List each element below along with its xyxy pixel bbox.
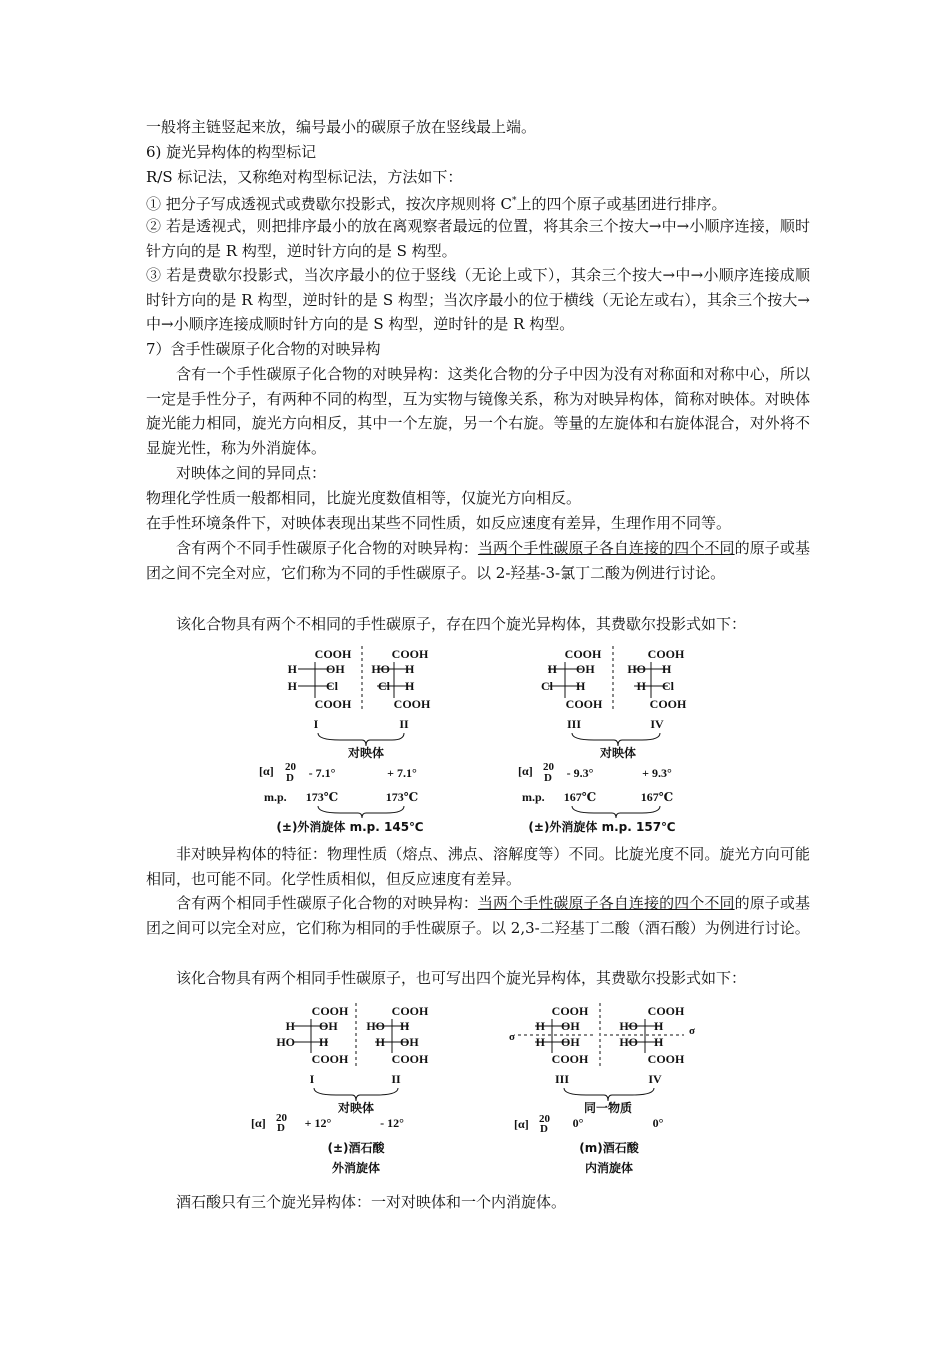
substituent: Cl — [541, 679, 553, 693]
paragraph: 物理化学性质一般都相同，比旋光度数值相等，仅旋光方向相反。 — [146, 489, 582, 507]
underlined-text: 当两个手性碳原子各自连接的四个 — [477, 894, 705, 912]
substituent: HO — [366, 1019, 385, 1033]
specific-rotation-symbol: [α] — [514, 1117, 529, 1131]
pair-label: 同一物质 — [583, 1101, 633, 1115]
rotation-value: + 9.3° — [642, 766, 672, 780]
pair-label: 对映体 — [347, 746, 385, 760]
substituent: H — [319, 1035, 329, 1049]
text-span: 的原子或基团之间可以完全对应，它们称为相同的手性碳原子。以 2,3-二羟基丁二酸（酒石酸）为例进行讨论。 — [146, 894, 810, 937]
substituent: Cl — [326, 679, 338, 693]
substituent: Cl — [662, 679, 674, 693]
underlined-text: 当两个手性碳原子各自连接的四个 — [477, 539, 705, 557]
substituent: OH — [319, 1019, 338, 1033]
paragraph: 在手性环境条件下，对映体表现出某些不同性质，如反应速度有差异，生理作用不同等。 — [146, 514, 732, 532]
mp-value: 167℃ — [640, 790, 674, 804]
substituent: Cl — [378, 679, 390, 693]
underlined-text: 不同 — [704, 539, 735, 557]
compound-name: (m)酒石酸 — [579, 1141, 639, 1155]
isomer-label: II — [399, 717, 409, 731]
formula-top: COOH — [647, 1004, 685, 1018]
brace — [314, 1088, 398, 1101]
specific-rotation-symbol: [α] — [251, 1116, 266, 1130]
d-line-sub: D — [540, 1123, 548, 1135]
substituent: HO — [627, 662, 646, 676]
isomer-label: I — [309, 1072, 315, 1086]
mp-label: m.p. — [522, 790, 545, 804]
compound-name: (±)酒石酸 — [327, 1141, 385, 1155]
rotation-value: + 12° — [304, 1116, 332, 1130]
substituent: HO — [619, 1019, 638, 1033]
paragraph: R/S 标记法，又称绝对构型标记法，方法如下： — [146, 168, 463, 186]
text-span: 含有两个不同手性碳原子化合物的对映异构： — [176, 539, 478, 557]
formula-bottom: COOH — [647, 1052, 685, 1066]
text-span: 的原子或基团之间不完全对应，它们称为不同的手性碳原子。以 2-羟基-3-氯丁二酸为例进行讨论。 — [146, 539, 810, 582]
symmetry-plane-sigma: σ — [689, 1025, 695, 1037]
rotation-value: 0° — [572, 1116, 584, 1130]
substituent: HO — [276, 1035, 295, 1049]
text-span: ① 把分子写成透视式或费歇尔投影式，按次序规则将 C — [146, 195, 513, 213]
formula-bottom: COOH — [649, 697, 687, 711]
rotation-value: - 9.3° — [566, 766, 594, 780]
section-heading-7: 7）含手性碳原子化合物的对映异构 — [146, 340, 381, 358]
d-line-sub: D — [286, 772, 294, 784]
substituent: H — [400, 1019, 410, 1033]
formula-bottom: COOH — [565, 697, 603, 711]
paragraph: 含有一个手性碳原子化合物的对映异构：这类化合物的分子中因为没有对称面和对称中心，所以一定是手性分子，有两种不同的构型，互为实物与镜像关系，称为对映异构体，简称对映体。对映体旋光能力相同，旋光方向相反，其中一个左旋，另一个右旋。等量的左旋体和右旋体混合，对外将不显旋光性，称为外消旋体。 — [146, 365, 810, 457]
paragraph: 该化合物具有两个相同手性碳原子，也可写出四个旋光异构体，其费歇尔投影式如下： — [176, 969, 747, 987]
d-line-sub: D — [277, 1122, 285, 1134]
isomer-label: I — [313, 717, 319, 731]
mp-value: 167℃ — [563, 790, 597, 804]
symmetry-plane-sigma: σ — [509, 1031, 515, 1043]
paragraph: 非对映异构体的特征：物理性质（熔点、沸点、溶解度等）不同。比旋光度不同。旋光方向可能相同，也可能不同。化学性质相似，但反应速度有差异。 — [146, 845, 810, 888]
formula-bottom: COOH — [314, 697, 352, 711]
isomer-label: IV — [650, 717, 664, 731]
formula-top: COOH — [314, 647, 352, 661]
compound-type: 内消旋体 — [584, 1161, 634, 1175]
text-span: 上的四个原子或基团进行排序。 — [516, 195, 727, 213]
substituent: OH — [561, 1035, 580, 1049]
substituent: H — [654, 1019, 664, 1033]
substituent: H — [576, 679, 586, 693]
substituent: HO — [619, 1035, 638, 1049]
rotation-value: - 7.1° — [308, 766, 336, 780]
specific-rotation-symbol: [α] — [259, 764, 274, 778]
substituent: H — [375, 1035, 385, 1049]
paragraph: 对映体之间的异同点： — [176, 464, 327, 482]
section-heading-6: 6) 旋光异构体的构型标记 — [146, 143, 317, 161]
paragraph: 一般将主链竖起来放，编号最小的碳原子放在竖线最上端。 — [146, 118, 537, 136]
substituent: OH — [326, 662, 345, 676]
paragraph-step-3: ③ 若是费歇尔投影式，当次序最小的位于竖线（无论上或下），其余三个按大→中→小顺序连接成顺时针方向的是 R 构型，逆时针的是 S 构型；当次序最小的位于横线（无论左或右），其余三个按大→中→小顺序连接成顺时针方向的是 S 构型，逆时针的是 R 构型。 — [146, 266, 810, 334]
formula-top: COOH — [311, 1004, 349, 1018]
mp-label: m.p. — [264, 790, 287, 804]
temperature-sup: 20 — [539, 1113, 550, 1125]
substituent: HO — [371, 662, 390, 676]
formula-bottom: COOH — [391, 1052, 429, 1066]
temperature-sup: 20 — [285, 761, 296, 773]
pair-label: 对映体 — [599, 746, 637, 760]
formula-top: COOH — [647, 647, 685, 661]
substituent: H — [654, 1035, 664, 1049]
text-span: 含有两个相同手性碳原子化合物的对映异构： — [176, 894, 478, 912]
isomer-label: IV — [648, 1072, 662, 1086]
formula-top: COOH — [391, 647, 429, 661]
underlined-text: 不同 — [704, 894, 735, 912]
isomer-label: III — [554, 1072, 570, 1086]
paragraph: 该化合物具有两个不相同的手性碳原子，存在四个旋光异构体，其费歇尔投影式如下： — [176, 615, 747, 633]
d-line-sub: D — [544, 772, 552, 784]
compound-type: 外消旋体 — [331, 1161, 381, 1175]
asterisk-mark: * — [512, 196, 517, 206]
substituent: H — [547, 662, 557, 676]
formula-bottom: COOH — [393, 697, 431, 711]
formula-bottom: COOH — [551, 1052, 589, 1066]
rotation-value: - 12° — [380, 1116, 404, 1130]
racemate-label: (±)外消旋体 m.p. 145℃ — [276, 820, 424, 834]
paragraph: 酒石酸只有三个旋光异构体：一对对映体和一个内消旋体。 — [176, 1193, 567, 1211]
substituent: H — [405, 679, 415, 693]
formula-top: COOH — [391, 1004, 429, 1018]
formula-top: COOH — [551, 1004, 589, 1018]
temperature-sup: 20 — [543, 761, 554, 773]
substituent: H — [535, 1035, 545, 1049]
substituent: H — [662, 662, 672, 676]
temperature-sup: 20 — [276, 1112, 287, 1124]
substituent: H — [285, 1019, 295, 1033]
formula-bottom: COOH — [311, 1052, 349, 1066]
isomer-label: III — [566, 717, 582, 731]
specific-rotation-symbol: [α] — [518, 764, 533, 778]
substituent: OH — [561, 1019, 580, 1033]
rotation-value: + 7.1° — [387, 766, 417, 780]
brace — [564, 1088, 654, 1101]
isomer-label: II — [391, 1072, 401, 1086]
paragraph-step-2: ② 若是透视式，则把排序最小的放在离观察者最远的位置，将其余三个按大→中→小顺序连接，顺时针方向的是 R 构型，逆时针方向的是 S 构型。 — [146, 217, 810, 260]
rotation-value: 0° — [652, 1116, 664, 1130]
substituent: H — [405, 662, 415, 676]
racemate-label: (±)外消旋体 m.p. 157℃ — [528, 820, 676, 834]
substituent: H — [287, 679, 297, 693]
substituent: OH — [400, 1035, 419, 1049]
mp-value: 173℃ — [305, 790, 339, 804]
substituent: H — [535, 1019, 545, 1033]
formula-top: COOH — [564, 647, 602, 661]
substituent: H — [636, 679, 646, 693]
substituent: OH — [576, 662, 595, 676]
mp-value: 173℃ — [385, 790, 419, 804]
substituent: H — [287, 662, 297, 676]
pair-label: 对映体 — [337, 1101, 375, 1115]
